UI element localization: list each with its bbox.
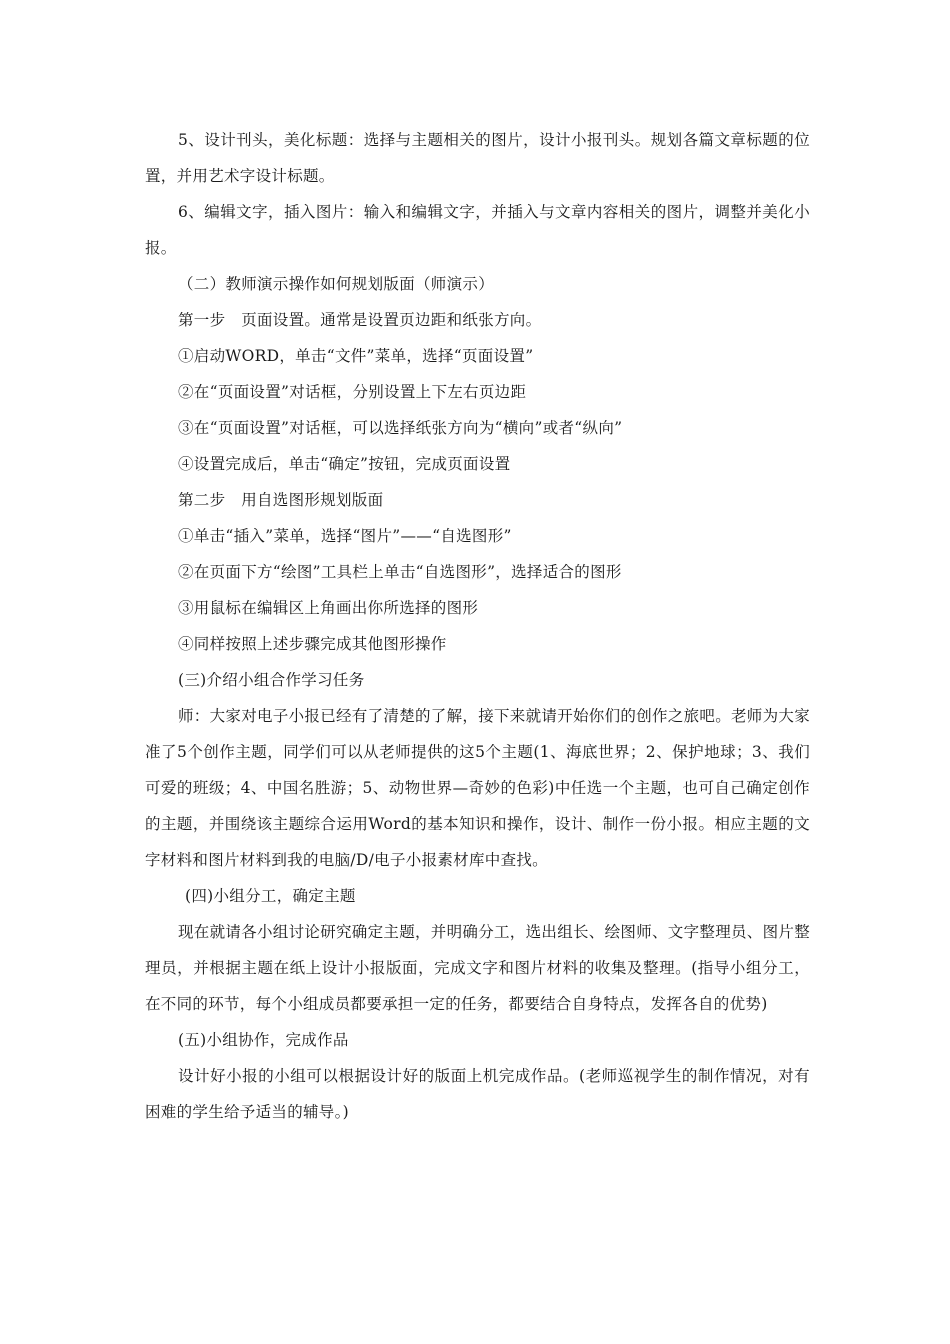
- section-heading-3: (三)介绍小组合作学习任务: [178, 671, 365, 689]
- paragraph-step-6: 6、编辑文字，插入图片：输入和编辑文字，并插入与文章内容相关的图片，调整并美化小报。: [145, 203, 810, 257]
- step-2-title: 第二步 用自选图形规划版面: [178, 491, 384, 509]
- step-1-item: ①启动WORD，单击“文件”菜单，选择“页面设置”: [178, 347, 534, 365]
- step-1-item: ②在“页面设置”对话框，分别设置上下左右页边距: [178, 383, 527, 401]
- paragraph-group-division: 现在就请各小组讨论研究确定主题，并明确分工，选出组长、绘图师、文字整理员、图片整理员，并根据主题在纸上设计小报版面，完成文字和图片材料的收集及整理。(指导小组分工，在不同的环节，每个小组成员都要承担一定的任务，都要结合自身特点，发挥各自的优势): [145, 923, 811, 1013]
- section-heading-4: (四)小组分工，确定主题: [185, 887, 356, 905]
- paragraph-teacher-intro: 师：大家对电子小报已经有了清楚的了解，接下来就请开始你们的创作之旅吧。老师为大家准了5个创作主题，同学们可以从老师提供的这5个主题(1、海底世界；2、保护地球；3、我们可爱的班级；4、中国名胜游；5、动物世界—奇妙的色彩)中任选一个主题，也可自己确定创作的主题，并围绕该主题综合运用Word的基本知识和操作，设计、制作一份小报。相应主题的文字材料和图片材料到我的电脑/D/电子小报素材库中查找。: [145, 707, 811, 869]
- step-1-item: ④设置完成后，单击“确定”按钮，完成页面设置: [178, 455, 511, 473]
- section-heading-2: （二）教师演示操作如何规划版面（师演示）: [178, 275, 495, 293]
- step-1-title: 第一步 页面设置。通常是设置页边距和纸张方向。: [178, 311, 542, 329]
- step-2-item: ②在页面下方“绘图”工具栏上单击“自选图形”，选择适合的图形: [178, 563, 622, 581]
- section-heading-5: (五)小组协作，完成作品: [178, 1031, 349, 1049]
- step-2-item: ①单击“插入”菜单，选择“图片”——“自选图形”: [178, 527, 512, 545]
- paragraph-complete-work: 设计好小报的小组可以根据设计好的版面上机完成作品。(老师巡视学生的制作情况，对有困难的学生给予适当的辅导。): [145, 1067, 810, 1121]
- paragraph-step-5: 5、设计刊头，美化标题：选择与主题相关的图片，设计小报刊头。规划各篇文章标题的位置，并用艺术字设计标题。: [145, 131, 810, 185]
- document-body: [145, 122, 810, 1130]
- step-2-item: ③用鼠标在编辑区上角画出你所选择的图形: [178, 599, 479, 617]
- step-2-item: ④同样按照上述步骤完成其他图形操作: [178, 635, 447, 653]
- step-1-item: ③在“页面设置”对话框，可以选择纸张方向为“横向”或者“纵向”: [178, 419, 623, 437]
